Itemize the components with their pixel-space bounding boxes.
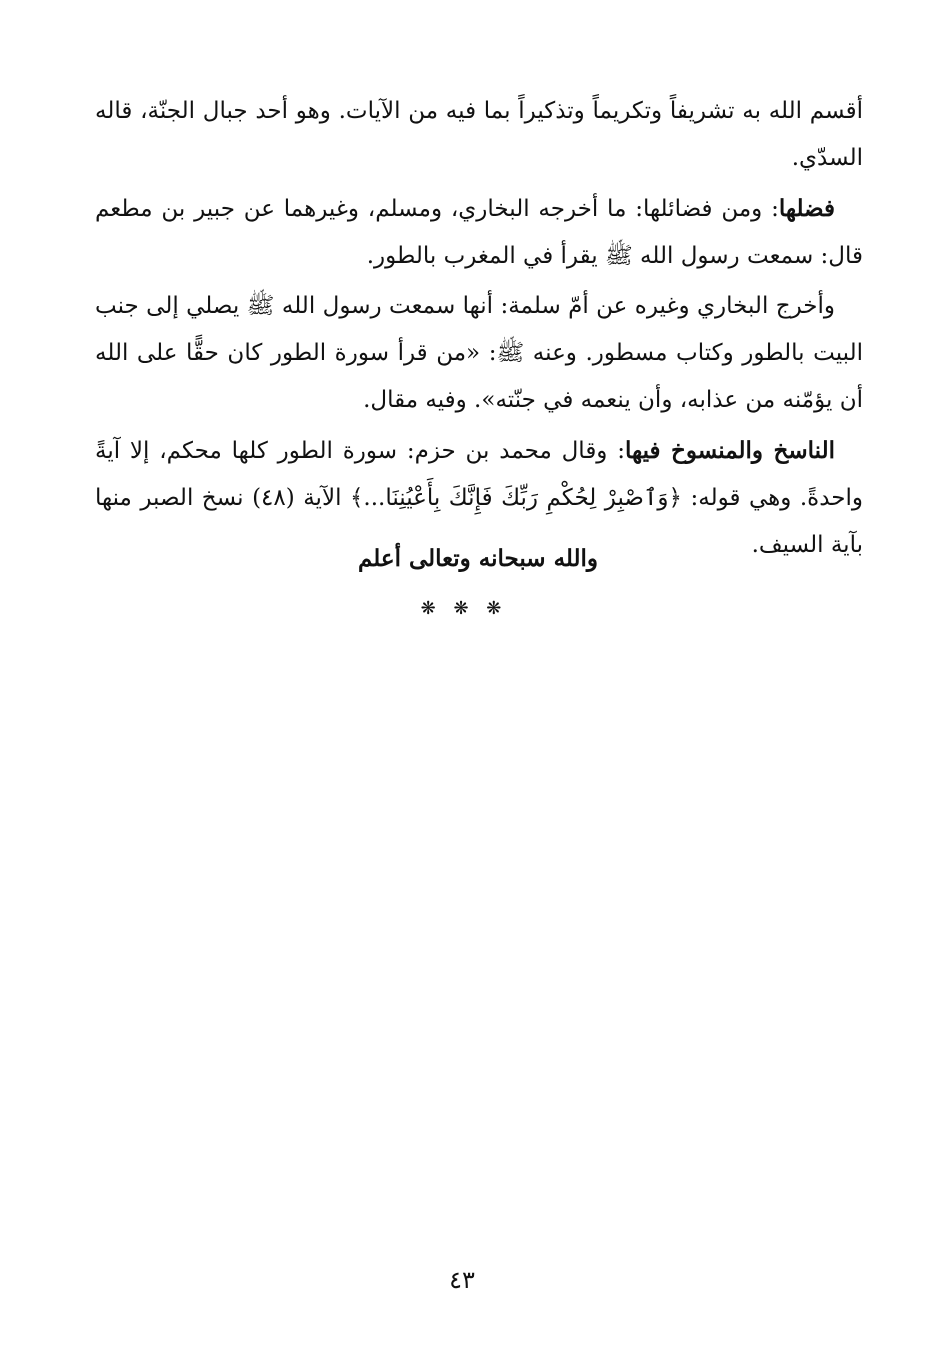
paragraph-text: أقسم الله به تشريفاً وتكريماً وتذكيراً بما فيه من الآيات. وهو أحد جبال الجنّة، قاله السدّي. xyxy=(95,98,863,171)
closing-text: والله سبحانه وتعالى أعلم xyxy=(357,545,599,572)
paragraph-text: وأخرج البخاري وغيره عن أمّ سلمة: أنها سمعت رسول الله ﷺ يصلي إلى جنب البيت بالطور وكتاب مسطور. وعنه ﷺ: «من قرأ سورة الطور كان حقًّا على الله أن يؤمّنه من عذابه، وأن ينعمه في جنّته». وفيه مقال. xyxy=(95,293,863,413)
page-number-text: ٤٣ xyxy=(449,1266,475,1294)
section-heading-virtues: فضلها xyxy=(778,195,835,222)
divider-stars-icon: ❋ ❋ ❋ xyxy=(420,598,508,619)
page-number xyxy=(0,1266,940,1294)
paragraph-hadith xyxy=(95,283,863,424)
paragraph-virtues xyxy=(95,185,863,280)
paragraph-intro xyxy=(95,88,863,182)
closing-phrase xyxy=(0,545,940,572)
section-heading-abrogation: الناسخ والمنسوخ فيها xyxy=(624,437,835,464)
body-text xyxy=(95,88,863,572)
paragraph-text: : ومن فضائلها: ما أخرجه البخاري، ومسلم، وغيرهما عن جبير بن مطعم قال: سمعت رسول الله ﷺ يقرأ في المغرب بالطور. xyxy=(95,196,863,269)
paragraph-text: : وقال محمد بن حزم: سورة الطور كلها محكم، إلا آيةً واحدةً. وهي قوله: ﴿وَٱصْبِرْ لِحُكْمِ رَبِّكَ فَإِنَّكَ بِأَعْيُنِنَا...﴾ الآية (٤٨) نسخ الصبر منها بآية السيف. xyxy=(95,438,863,558)
section-divider xyxy=(0,598,940,619)
